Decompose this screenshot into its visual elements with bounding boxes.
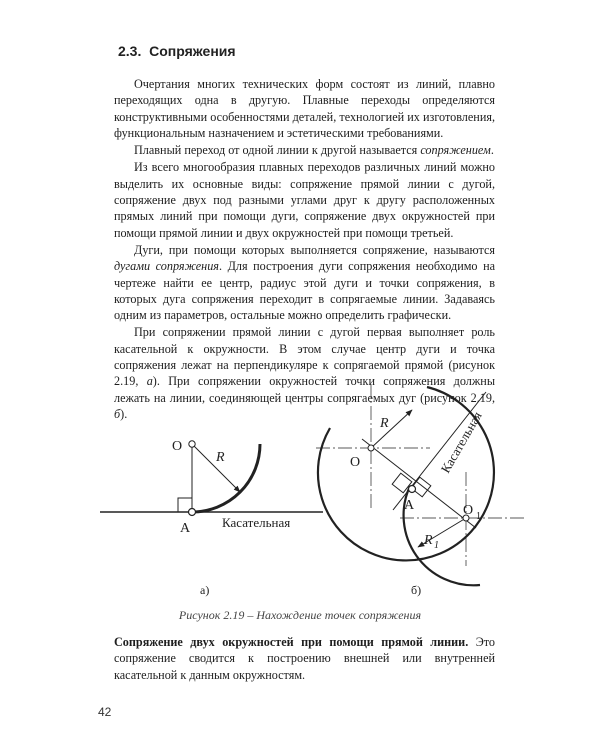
diagram-b-tangent-label: Касательная: [437, 408, 485, 476]
diagram-b-center1-label: O: [463, 503, 474, 518]
subheading-bold: Сопряжение двух окружностей при помощи прямой линии.: [114, 635, 469, 649]
diagram-a-tangent-point: [189, 509, 196, 516]
page-number: 42: [98, 705, 112, 719]
paragraph-3: Из всего многообразия плавных переходов различных линий можно выделить их основные виды: сопряжение прямой линии с дугой, сопряжение двух под разными углами друг к другу расположенных прямых линий при помощи дуги, сопряжение двух окружностей при помощи прямой линии и двух окружностей при помощи третьей.: [114, 160, 495, 240]
paragraph-6: Сопряжение двух окружностей при помощи прямой линии. Это сопряжение сводится к построению внешней или внутренней касательной к данным окружностям.: [114, 635, 496, 682]
section-heading: [118, 43, 236, 59]
diagram-b-radius1-sub: 1: [434, 540, 439, 551]
diagram-b-radius1-label: R: [424, 533, 433, 548]
diagram-b: [316, 384, 524, 585]
diagram-b-center-point: [368, 445, 374, 451]
paragraph-2: Плавный переход от одной линии к другой называется сопряжением.: [134, 143, 494, 158]
diagram-b-center-label: O: [350, 455, 361, 470]
bottom-text: [114, 634, 495, 683]
paragraph-5: При сопряжении прямой линии с дугой первая выполняет роль касательной к окружности. В этом случае центр дуги и точка сопряжения лежат на перпендикуляре к сопрягаемой прямой (рисунок 2.19, а). При сопряжении окружностей точки сопряжения должны лежать на линии, соединяющей центры сопрягаемых дуг (рисунок 2.19, б).: [114, 325, 496, 421]
section-title: Сопряжения: [149, 43, 236, 59]
term-conjugation: сопряжением: [420, 143, 491, 158]
section-number: 2.3.: [118, 43, 142, 59]
diagram-b-radius-arrow: [371, 410, 412, 448]
paragraph-1: Очертания многих технических форм состоят из линий, плавно переходящих одна в другую. Плавные переходы определяются конструктивными особенностями деталей, технологией их изготовления, функциональным назначением и эстетическими требованиями.: [114, 77, 495, 140]
figure-2-19: [0, 370, 600, 600]
diagram-b-sublabel: б): [411, 583, 422, 597]
paragraph-4: Дуги, при помощи которых выполняется сопряжение, называются дугами сопряжения. Для построения дуги сопряжения необходимо на чертеже найти ее центр, радиус этой дуги и точки сопряжения, в которых дуга сопряжения переходит в сопрягаемые линии. Задаваясь одним из параметров, остальные можно определить графически.: [114, 242, 496, 323]
diagram-a-sublabel: а): [200, 583, 210, 597]
term-conjugation-arcs: дугами сопряжения: [114, 259, 219, 274]
diagram-b-center1-sub: 1: [476, 511, 481, 522]
figure-caption: Рисунок 2.19 – Нахождение точек сопряжения: [178, 608, 422, 622]
diagram-a-center-point: [189, 441, 195, 447]
diagram-a-point-label: A: [180, 521, 191, 536]
diagram-b-radius-label: R: [380, 416, 389, 431]
figure-ref-b: б: [114, 406, 121, 421]
figure-ref-a: а: [146, 374, 153, 389]
diagram-b-point-label: A: [404, 498, 415, 513]
diagram-b-tangent-point: [409, 486, 416, 493]
diagram-a: [100, 441, 323, 516]
diagram-a-radius-label: R: [216, 450, 225, 465]
diagram-a-center-label: O: [172, 439, 183, 454]
diagram-a-tangent-label: Касательная: [222, 515, 291, 530]
